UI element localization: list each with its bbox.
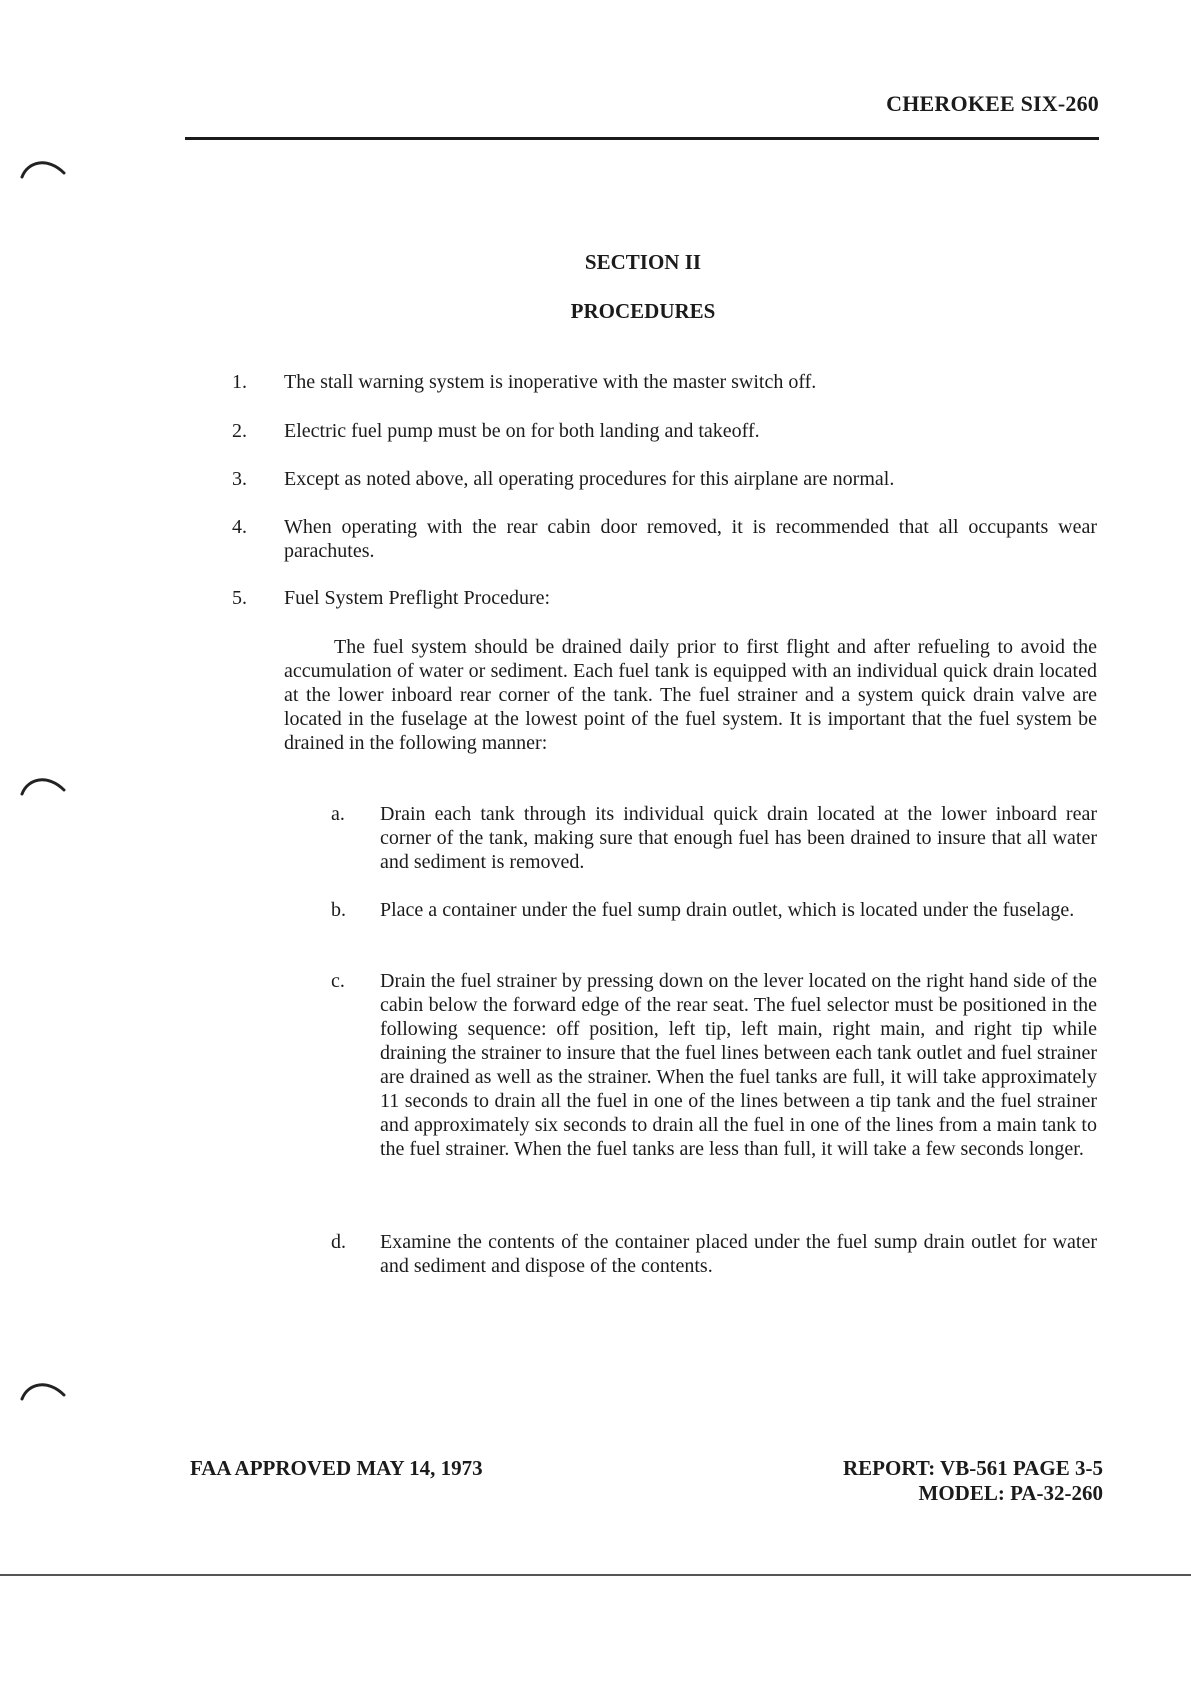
running-header-title: CHEROKEE SIX-260: [886, 91, 1099, 116]
step-text: Drain the fuel strainer by pressing down on the lever located on the right hand side of the cabin below the forward edge of the rear seat. The fuel selector must be positioned in the following sequence: off position, left tip, left main, right main, and right tip while draining the strainer to insure that the fuel lines between each tank outlet and fuel strainer are drained as well as the strainer. When the fuel tanks are full, it will take approximately 11 seconds to drain all the fuel in one of the lines between a tip tank and the fuel strainer and approximately six seconds to drain all the fuel in one of the lines from a main tank to the fuel strainer. When the fuel tanks are less than full, it will take a few seconds longer.: [380, 970, 1097, 1160]
step-letter: c.: [331, 970, 345, 992]
procedure-item-3: [232, 467, 1097, 491]
procedure-item-5: [232, 586, 1097, 610]
step-text: Drain each tank through its individual quick drain located at the lower inboard rear corner of the tank, making sure that enough fuel has been drained to insure that all water and sediment is removed.: [380, 803, 1097, 873]
procedure-item-2: [232, 419, 1097, 443]
footer-report-block: [843, 1456, 1103, 1506]
item-text: Electric fuel pump must be on for both landing and takeoff.: [284, 420, 760, 442]
binder-hole-mark: [18, 1377, 68, 1403]
item-number: 1.: [232, 371, 247, 393]
item-text: Except as noted above, all operating procedures for this airplane are normal.: [284, 468, 895, 490]
fuel-procedure-intro: The fuel system should be drained daily prior to first flight and after refueling to avoid the accumulation of water or sediment. Each fuel tank is equipped with an individual quick drain located at the lower inboard rear corner of the tank. The fuel strainer and a system quick drain valve are located in the fuselage at the lowest point of the fuel system. It is important that the fuel system be drained in the following manner:: [284, 636, 1097, 754]
bottom-rule: [0, 1574, 1191, 1576]
item-text: Fuel System Preflight Procedure:: [284, 587, 551, 609]
item-number: 5.: [232, 587, 247, 609]
step-letter: b.: [331, 899, 346, 921]
fuel-step-c: [331, 969, 1097, 1161]
step-letter: d.: [331, 1231, 346, 1253]
footer-model: MODEL: PA-32-260: [918, 1481, 1103, 1505]
procedure-item-1: [232, 370, 1097, 394]
step-text: Place a container under the fuel sump drain outlet, which is located under the fuselage.: [380, 899, 1075, 921]
step-letter: a.: [331, 803, 345, 825]
item-number: 2.: [232, 420, 247, 442]
footer-report: REPORT: VB-561 PAGE 3-5: [842, 1456, 1103, 1480]
fuel-step-a: [331, 802, 1097, 874]
procedure-item-4: [232, 515, 1097, 563]
binder-hole-mark: [18, 155, 68, 181]
item-text: The stall warning system is inoperative with the master switch off.: [284, 371, 817, 393]
footer-approval: FAA APPROVED MAY 14, 1973: [190, 1456, 483, 1480]
header-rule: [185, 137, 1099, 140]
fuel-step-d: [331, 1230, 1097, 1278]
step-text: Examine the contents of the container placed under the fuel sump drain outlet for water and sediment and dispose of the contents.: [380, 1231, 1097, 1277]
fuel-step-b: [331, 898, 1097, 922]
item-text: When operating with the rear cabin door removed, it is recommended that all occupants wear parachutes.: [284, 516, 1097, 562]
item-number: 4.: [232, 516, 247, 538]
binder-hole-mark: [18, 772, 68, 798]
section-title: SECTION II: [584, 250, 702, 274]
section-subtitle: PROCEDURES: [570, 299, 716, 323]
item-number: 3.: [232, 468, 247, 490]
